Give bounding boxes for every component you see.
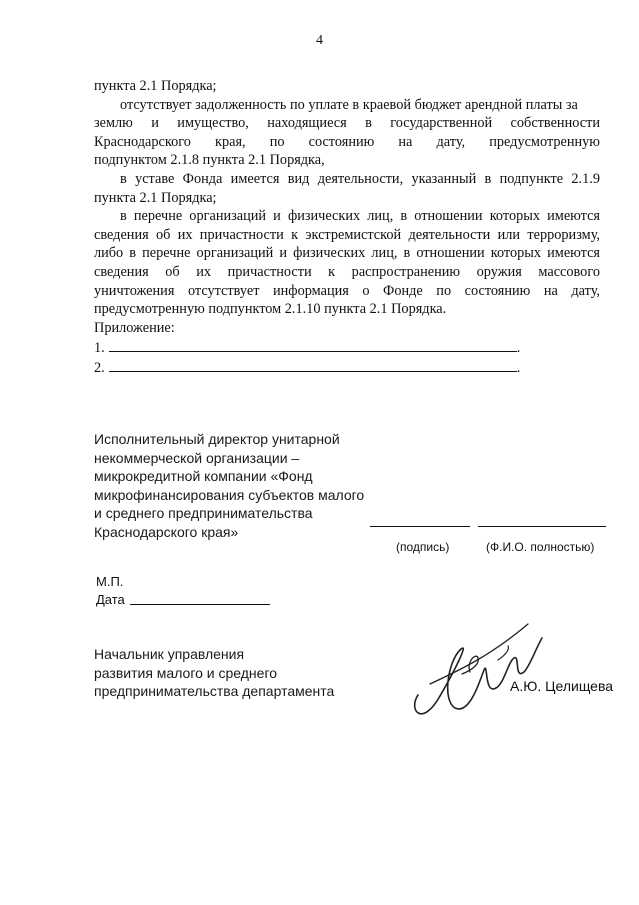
text-line: пункта 2.1 Порядка; (94, 78, 217, 94)
text-line: сведения об их причастности к распространению оружия массового (94, 263, 600, 280)
date-line (130, 603, 270, 605)
director-title: Исполнительный директор унитарной некоммерческой организации – микрокредитной компании «Фонд микрофинансирования субъектов малого и среднего предпринимательства Краснодарского края» (94, 431, 365, 540)
text-line: предусмотренную подпунктом 2.1.10 пункта 2.1 Порядка. (94, 301, 447, 318)
signature-caption: (подпись) (396, 540, 450, 554)
text-line: сведения об их причастности к экстремистской деятельности или терроризму, (94, 226, 600, 243)
name-line (478, 525, 606, 527)
text-line: Краснодарского края, по состоянию на дату, предусмотренную (94, 133, 600, 150)
fill-line (109, 358, 517, 372)
text-line: либо в перечне организаций и физических лиц, в отношении которых имеются (94, 245, 600, 262)
appendix-title: Приложение: (94, 320, 175, 336)
date-label: Дата (96, 592, 125, 607)
chief-title: Начальник управления развития малого и среднего предпринимательства департамента (94, 646, 335, 699)
chief-name: А.Ю. Целищева (510, 678, 614, 694)
text-line: уничтожения отсутствует информация о Фонде по состоянию на дату, (94, 282, 600, 299)
text-line: подпунктом 2.1.8 пункта 2.1 Порядка, (94, 152, 325, 169)
appendix (94, 319, 520, 378)
text-line: пункта 2.1 Порядка; (94, 189, 217, 206)
fill-line (109, 338, 517, 352)
stamp-label: М.П. (96, 574, 124, 589)
text-line: отсутствует задолженность по уплате в краевой бюджет арендной платы за (120, 96, 578, 113)
text-line: в уставе Фонда имеется вид деятельности, указанный в подпункте 2.1.9 (120, 170, 600, 187)
name-caption: (Ф.И.О. полностью) (486, 540, 595, 554)
text-line: землю и имущество, находящиеся в государственной собственности (94, 115, 600, 132)
appendix-item-2: 2. . (94, 360, 521, 376)
body-text (94, 77, 600, 319)
page-number: 4 (316, 33, 323, 48)
text-line: в перечне организаций и физических лиц, в отношении которых имеются (120, 208, 600, 225)
appendix-item-1: 1. . (94, 340, 521, 356)
handwritten-signature (400, 600, 550, 730)
signature-line (370, 525, 470, 527)
